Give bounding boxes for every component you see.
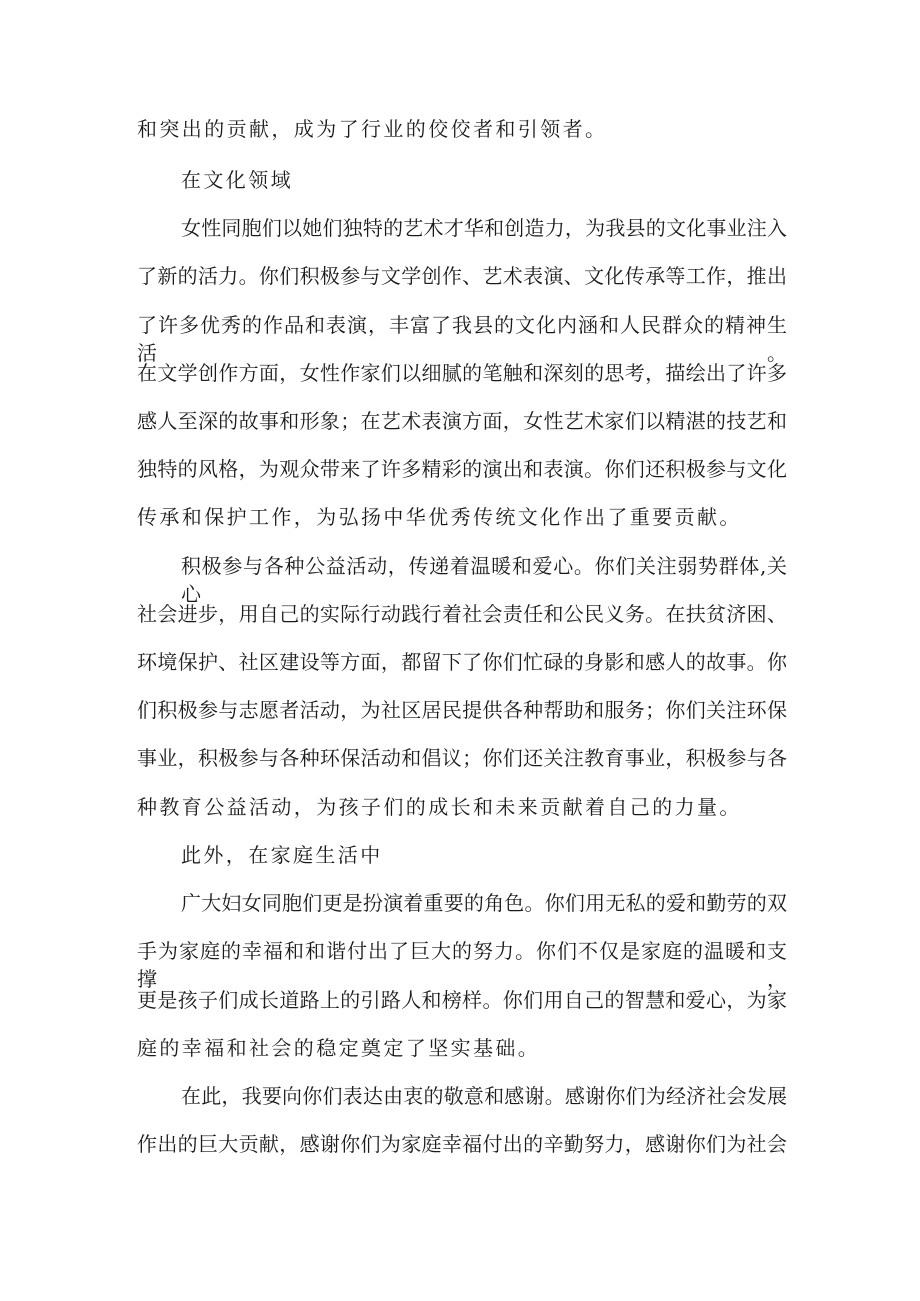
text-line: 感人至深的故事和形象；在艺术表演方面，女性艺术家们以精湛的技艺和 <box>137 409 787 433</box>
text-line: 更是孩子们成长道路上的引路人和榜样。你们用自己的智慧和爱心，为家 <box>137 988 787 1012</box>
text-line: 作出的巨大贡献，感谢你们为家庭幸福付出的辛勤努力，感谢你们为社会 <box>137 1132 787 1156</box>
text-line: 环境保护、社区建设等方面，都留下了你们忙碌的身影和感人的故事。你 <box>137 650 787 674</box>
text-line: 庭的幸福和社会的稳定奠定了坚实基础。 <box>137 1036 541 1060</box>
section-heading: 在文化领域 <box>181 168 293 192</box>
text-line: 们积极参与志愿者活动，为社区居民提供各种帮助和服务；你们关注环保 <box>137 698 787 722</box>
text-line: 女性同胞们以她们独特的艺术才华和创造力，为我县的文化事业注入 <box>181 216 787 240</box>
text-line: 在此，我要向你们表达由衷的敬意和感谢。感谢你们为经济社会发展 <box>181 1084 787 1108</box>
text-line: 积极参与各种公益活动，传递着温暖和爱心。你们关注弱势群体,关心 <box>181 554 787 606</box>
text-line: 事业，积极参与各种环保活动和倡议；你们还关注教育事业，积极参与各 <box>137 746 787 770</box>
text-line: 了许多优秀的作品和表演，丰富了我县的文化内涵和人民群众的精神生活。 <box>137 313 787 365</box>
text-line: 独特的风格，为观众带来了许多精彩的演出和表演。你们还积极参与文化 <box>137 457 787 481</box>
text-line: 社会进步，用自己的实际行动践行着社会责任和公民义务。在扶贫济困、 <box>137 602 787 626</box>
text-line: 传承和保护工作，为弘扬中华优秀传统文化作出了重要贡献。 <box>137 505 742 529</box>
text-line: 手为家庭的幸福和和谐付出了巨大的努力。你们不仅是家庭的温暖和支撑， <box>137 939 787 991</box>
text-line: 了新的活力。你们积极参与文学创作、艺术表演、文化传承等工作，推出 <box>137 264 787 288</box>
section-heading: 此外，在家庭生活中 <box>181 843 383 867</box>
text-line: 和突出的贡献，成为了行业的佼佼者和引领者。 <box>137 117 608 141</box>
text-line: 广大妇女同胞们更是扮演着重要的角色。你们用无私的爱和勤劳的双 <box>181 891 787 915</box>
text-line: 种教育公益活动，为孩子们的成长和未来贡献着自己的力量。 <box>137 795 742 819</box>
text-line: 在文学创作方面，女性作家们以细腻的笔触和深刻的思考，描绘出了许多 <box>137 361 787 385</box>
